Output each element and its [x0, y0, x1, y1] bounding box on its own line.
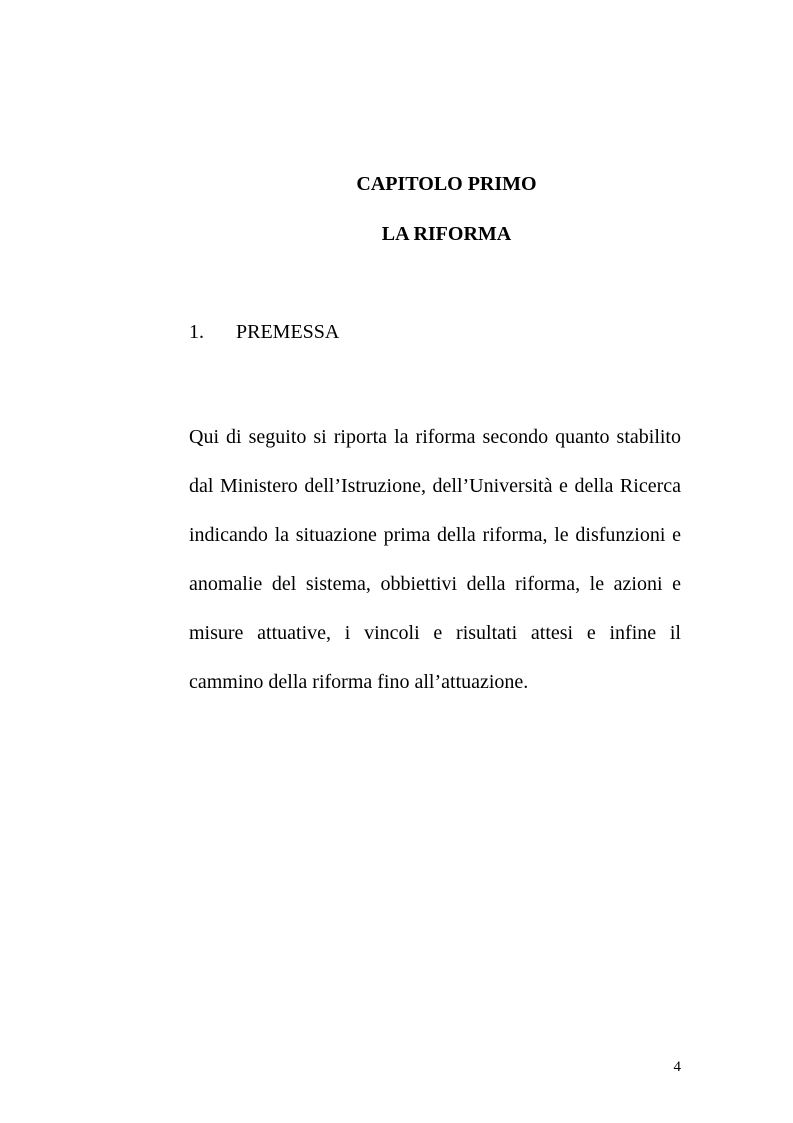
section-title: PREMESSA [236, 321, 340, 343]
chapter-title-heading: LA RIFORMA [381, 223, 512, 245]
section-heading [189, 320, 339, 344]
page-number: 4 [673, 1059, 681, 1075]
section-number: 1. [189, 321, 204, 343]
body-paragraph: Qui di seguito si riporta la riforma secondo quanto stabilito dal Ministero dell’Istruzione, dell’Università e della Ricerca indicando la situazione prima della riforma, le disfunzioni e anomalie del sistema, obbiettivi della riforma, le azioni e misure attuative, i vincoli e risultati attesi e infine il cammino della riforma fino all’attuazione. [189, 426, 681, 693]
chapter-number-heading: CAPITOLO PRIMO [356, 173, 537, 195]
